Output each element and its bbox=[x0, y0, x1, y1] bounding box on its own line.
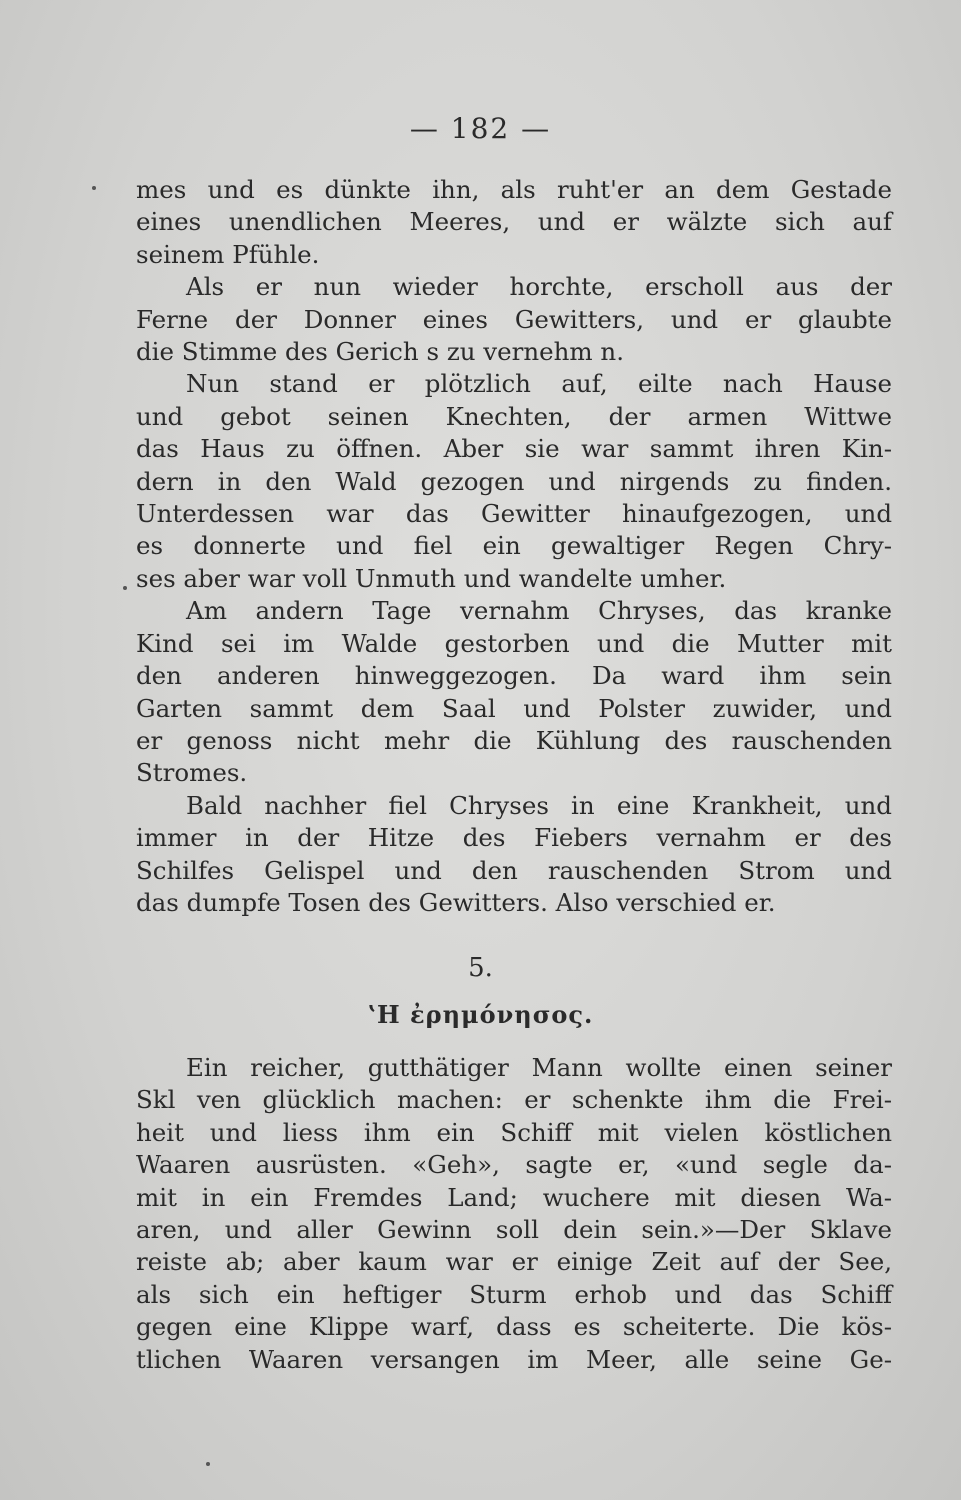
text-line: mit in ein Fremdes Land; wuchere mit diesen Wa- bbox=[136, 1182, 892, 1212]
text-line: Unterdessen war das Gewitter hinaufgezogen, und bbox=[136, 499, 892, 529]
text-line: dern in den Wald gezogen und nirgends zu finden. bbox=[136, 466, 892, 496]
text-line: das dumpfe Tosen des Gewitters. Also verschied er. bbox=[136, 887, 776, 917]
text-line: das Haus zu öffnen. Aber sie war sammt ihren Kin- bbox=[136, 434, 892, 464]
text-line: immer in der Hitze des Fiebers vernahm er des bbox=[136, 823, 892, 853]
text-line: Am andern Tage vernahm Chryses, das kranke bbox=[186, 596, 892, 626]
text-line: er genoss nicht mehr die Kühlung des rauschenden bbox=[136, 725, 892, 755]
text-line: tlichen Waaren versangen im Meer, alle seine Ge- bbox=[136, 1344, 892, 1374]
text-line: die Stimme des Gerich s zu vernehm n. bbox=[136, 337, 625, 367]
text-line: Stromes. bbox=[136, 758, 248, 788]
text-line: Skl ven glücklich machen: er schenkte ihm die Frei- bbox=[136, 1085, 892, 1115]
text-line: gegen eine Klippe warf, dass es scheiterte. Die kös- bbox=[136, 1312, 892, 1342]
print-speck bbox=[206, 1462, 210, 1466]
page-number: — 182 — bbox=[409, 112, 552, 145]
section-number: 5. bbox=[468, 953, 493, 983]
text-line: Ferne der Donner eines Gewitters, und er glaubte bbox=[136, 304, 892, 334]
text-line: eines unendlichen Meeres, und er wälzte sich auf bbox=[136, 207, 892, 237]
text-line: Schilfes Gelispel und den rauschenden Strom und bbox=[136, 855, 892, 885]
text-line: aren, und aller Gewinn soll dein sein.»—Der Sklave bbox=[136, 1215, 892, 1245]
text-line: Nun stand er plötzlich auf, eilte nach Hause bbox=[186, 369, 892, 399]
text-line: und gebot seinen Knechten, der armen Wittwe bbox=[136, 401, 892, 431]
text-line: Garten sammt dem Saal und Polster zuwider, und bbox=[136, 693, 892, 723]
text-line: heit und liess ihm ein Schiff mit vielen köstlichen bbox=[136, 1117, 892, 1147]
text-line: seinem Pfühle. bbox=[136, 239, 320, 269]
section-title: ʽΗ ἐρημόνησος. bbox=[367, 1000, 594, 1029]
text-line: mes und es dünkte ihn, als ruht'er an dem Gestade bbox=[136, 175, 892, 204]
text-line: reiste ab; aber kaum war er einige Zeit auf der See, bbox=[136, 1247, 892, 1277]
text-block-lower bbox=[136, 1052, 892, 1376]
text-line: ses aber war voll Unmuth und wandelte umher. bbox=[136, 563, 727, 593]
text-line: Als er nun wieder horchte, erscholl aus der bbox=[186, 272, 892, 302]
print-speck bbox=[123, 586, 127, 590]
text-line: als sich ein heftiger Sturm erhob und das Schiff bbox=[136, 1279, 892, 1309]
text-line: Waaren ausrüsten. «Geh», sagte er, «und segle da- bbox=[136, 1150, 892, 1180]
text-line: Ein reicher, gutthätiger Mann wollte einen seiner bbox=[186, 1053, 892, 1082]
text-line: den anderen hinweggezogen. Da ward ihm sein bbox=[136, 661, 892, 691]
text-line: Kind sei im Walde gestorben und die Mutter mit bbox=[136, 628, 892, 658]
text-line: Bald nachher fiel Chryses in eine Krankheit, und bbox=[186, 790, 892, 820]
print-speck bbox=[92, 186, 96, 190]
text-line: es donnerte und fiel ein gewaltiger Regen Chry- bbox=[136, 531, 892, 561]
text-block-upper bbox=[136, 174, 892, 919]
